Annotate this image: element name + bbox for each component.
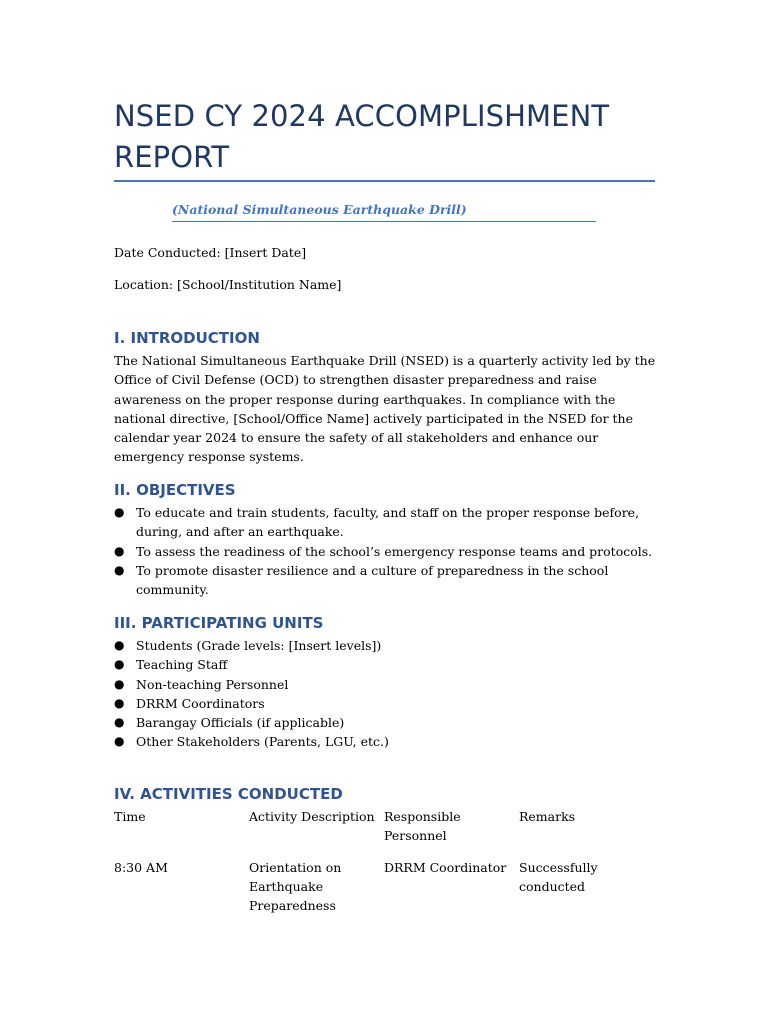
column-header-time: Time: [114, 809, 146, 824]
list-item: [114, 732, 659, 751]
column-header-activity: Activity Description: [249, 809, 375, 824]
list-item-text: Other Stakeholders (Parents, LGU, etc.): [136, 734, 389, 750]
list-item-text: DRRM Coordinators: [136, 695, 265, 711]
document-title: NSED CY 2024 ACCOMPLISHMENT REPORT: [114, 99, 610, 174]
list-item: [114, 713, 659, 732]
bullet-dot-icon: ●: [114, 638, 125, 652]
subtitle-divider: [172, 221, 596, 222]
list-item: [114, 561, 659, 600]
introduction-heading: I. INTRODUCTION: [114, 329, 260, 347]
list-item-text: To assess the readiness of the school’s emergency response teams and protocols.: [136, 543, 653, 559]
bullet-dot-icon: ●: [114, 543, 125, 558]
list-item-text: Barangay Officials (if applicable): [136, 715, 345, 731]
bullet-dot-icon: ●: [114, 715, 125, 730]
column-header-personnel: Responsible Personnel: [384, 809, 461, 844]
bullet-dot-icon: ●: [114, 676, 125, 691]
list-item-text: To promote disaster resilience and a culture of preparedness in the school community.: [136, 562, 609, 598]
list-item-text: Non-teaching Personnel: [136, 676, 289, 692]
title-divider: [114, 180, 655, 182]
participating-units-heading: III. PARTICIPATING UNITS: [114, 614, 324, 632]
bullet-dot-icon: ●: [114, 734, 125, 749]
column-header-remarks: Remarks: [519, 809, 576, 824]
objectives-list: [114, 503, 659, 599]
bullet-dot-icon: ●: [114, 657, 125, 672]
document-subtitle: (National Simultaneous Earthquake Drill): [172, 202, 467, 217]
introduction-text: The National Simultaneous Earthquake Drill (NSED) is a quarterly activity led by the Office of Civil Defense (OCD) to strengthen disaster preparedness and raise awareness on the proper response during earthquakes. In compliance with the national directive, [School/Office Name] actively participated in the NSED for the calendar year 2024 to ensure the safety of all stakeholders and enhance our emergency response systems.: [114, 353, 656, 465]
bullet-dot-icon: ●: [114, 695, 125, 710]
list-item: [114, 503, 659, 542]
objectives-heading: II. OBJECTIVES: [114, 481, 236, 499]
list-item: [114, 694, 659, 713]
table-cell-activity: Orientation on Earthquake Preparedness: [249, 859, 342, 914]
bullet-dot-icon: ●: [114, 562, 125, 577]
table-row: [114, 858, 654, 928]
list-item-text: Students (Grade levels: [Insert levels]): [136, 638, 382, 653]
activities-table: [114, 807, 654, 927]
table-cell-personnel: DRRM Coordinator: [384, 859, 507, 875]
list-item-text: Teaching Staff: [136, 657, 228, 673]
list-item: [114, 636, 659, 655]
list-item-text: To educate and train students, faculty, and staff on the proper response before, during, and after an earthquake.: [136, 505, 640, 540]
date-conducted: Date Conducted: [Insert Date]: [114, 245, 307, 260]
location: Location: [School/Institution Name]: [114, 277, 342, 292]
table-cell-time: 8:30 AM: [114, 859, 168, 875]
table-cell-remarks: Successfully conducted: [519, 859, 598, 894]
list-item: [114, 675, 659, 694]
list-item: [114, 542, 659, 561]
participating-units-list: [114, 636, 659, 752]
list-item: [114, 655, 659, 674]
activities-heading: IV. ACTIVITIES CONDUCTED: [114, 785, 343, 803]
table-header-row: [114, 807, 654, 858]
bullet-dot-icon: ●: [114, 505, 125, 519]
